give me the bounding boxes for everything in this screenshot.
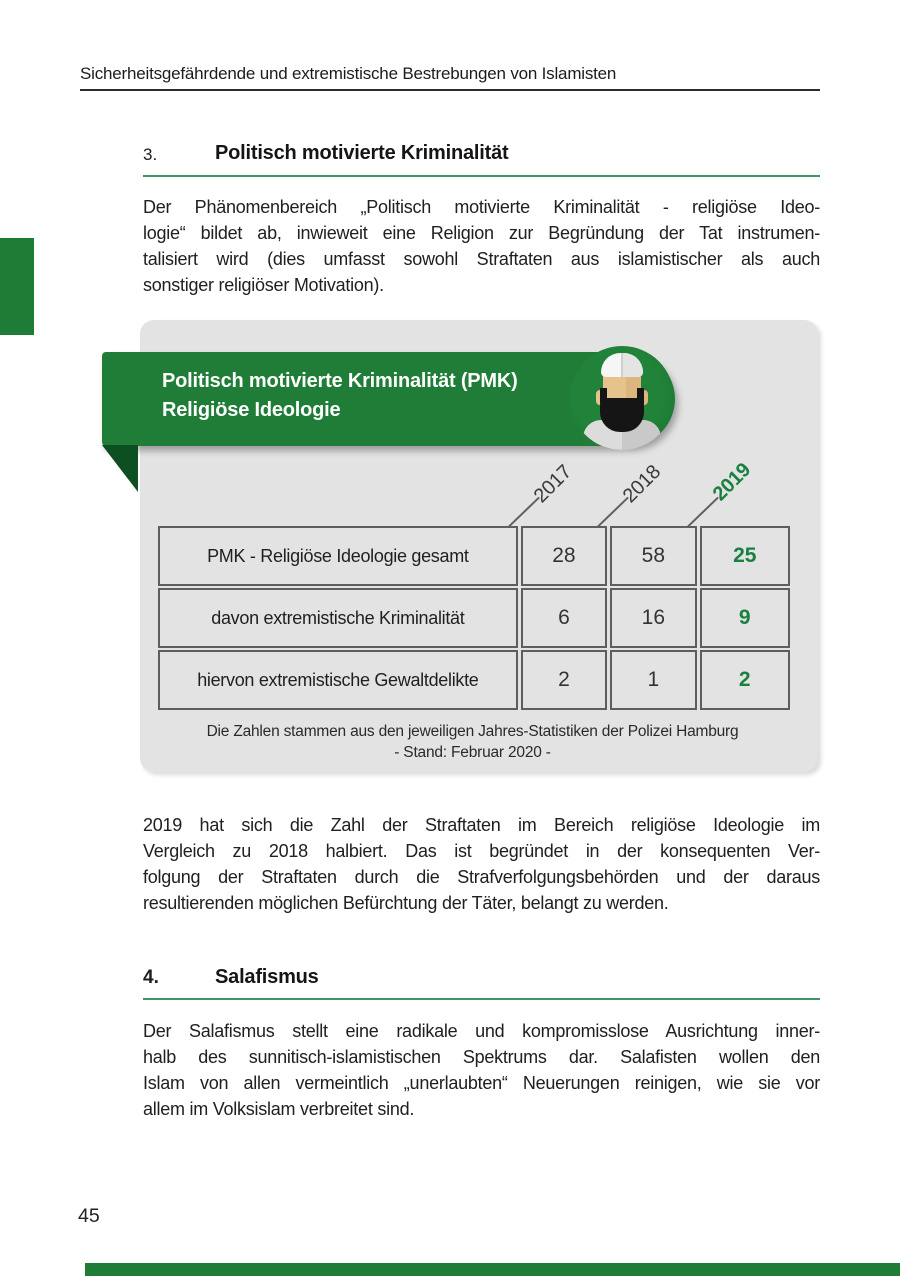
value-cell-2019: 2 <box>700 650 790 710</box>
pmk-statistics-table <box>155 524 793 712</box>
section-4-number: 4. <box>143 967 159 988</box>
section-4-title: Salafismus <box>215 966 319 988</box>
section-3-rule <box>143 175 820 177</box>
year-column-header-2018: 2018 <box>618 460 666 508</box>
row-label: hiervon extremistische Gewaltdelikte <box>158 650 518 710</box>
page-number: 45 <box>78 1205 100 1227</box>
paragraph-line: 2019 hat sich die Zahl der Straftaten im Bereich religiöse Ideologie im <box>143 815 820 835</box>
section-3-number: 3. <box>143 145 158 164</box>
year-column-header-2017: 2017 <box>529 460 577 508</box>
paragraph-line: logie“ bildet ab, inwieweit eine Religion zur Begründung der Tat instrumen- <box>143 223 820 243</box>
footnote-line: - Stand: Februar 2020 - <box>394 744 551 761</box>
value-cell-2017: 2 <box>521 650 607 710</box>
value-cell-2019: 9 <box>700 588 790 648</box>
paragraph-line: folgung der Straftaten durch die Strafverfolgungsbehörden und der daraus <box>143 867 820 887</box>
table-row <box>158 526 790 586</box>
table-row <box>158 588 790 648</box>
value-cell-2017: 6 <box>521 588 607 648</box>
row-label: davon extremistische Kriminalität <box>158 588 518 648</box>
paragraph-line: talisiert wird (dies umfasst sowohl Straftaten aus islamistischer als auch <box>143 249 820 269</box>
footnote-line: Die Zahlen stammen aus den jeweiligen Jahres-Statistiken der Polizei Hamburg <box>206 723 739 740</box>
ribbon-fold <box>102 445 138 492</box>
value-cell-2018: 16 <box>610 588 696 648</box>
banner-title-line1: Politisch motivierte Kriminalität (PMK) <box>162 370 518 392</box>
avatar-cap-shade <box>622 353 643 377</box>
analysis-paragraph <box>143 812 820 916</box>
table-footnote <box>155 721 790 763</box>
section-3-title: Politisch motivierte Kriminalität <box>215 142 509 164</box>
value-cell-2018: 1 <box>610 650 696 710</box>
left-accent-bar <box>0 238 34 335</box>
paragraph-line: Der Salafismus stellt eine radikale und kompromisslose Ausrichtung inner- <box>143 1021 820 1041</box>
section-3-paragraph <box>143 194 820 298</box>
value-cell-2019: 25 <box>700 526 790 586</box>
paragraph-line: Vergleich zu 2018 halbiert. Das ist begründet in der konsequenten Ver- <box>143 841 820 861</box>
footer-bar <box>85 1263 900 1276</box>
paragraph-line: allem im Volksislam verbreitet sind. <box>143 1099 415 1119</box>
running-header-title: Sicherheitsgefährdende und extremistische Bestrebungen von Islamisten <box>80 64 617 83</box>
paragraph-line: Der Phänomenbereich „Politisch motivierte Kriminalität - religiöse Ideo- <box>143 197 820 217</box>
value-cell-2018: 58 <box>610 526 696 586</box>
paragraph-line: halb des sunnitisch-islamistischen Spektrums dar. Salafisten wollen den <box>143 1047 820 1067</box>
avatar-cap-seam <box>621 353 623 377</box>
section-4-paragraph <box>143 1018 820 1122</box>
header-rule <box>80 89 820 91</box>
section-4-rule <box>143 998 820 1000</box>
year-column-header-2019: 2019 <box>708 458 756 506</box>
table-row <box>158 650 790 710</box>
bearded-man-taqiyah-avatar-icon <box>570 346 674 450</box>
paragraph-line: Islam von allen vermeintlich „unerlaubten“ Neuerungen reinigen, wie sie vor <box>143 1073 820 1093</box>
paragraph-line: sonstiger religiöser Motivation). <box>143 275 384 295</box>
value-cell-2017: 28 <box>521 526 607 586</box>
row-label: PMK - Religiöse Ideologie gesamt <box>158 526 518 586</box>
banner-title <box>162 367 518 425</box>
paragraph-line: resultierenden möglichen Befürchtung der Täter, belangt zu werden. <box>143 893 669 913</box>
banner-title-line2: Religiöse Ideologie <box>162 399 341 421</box>
